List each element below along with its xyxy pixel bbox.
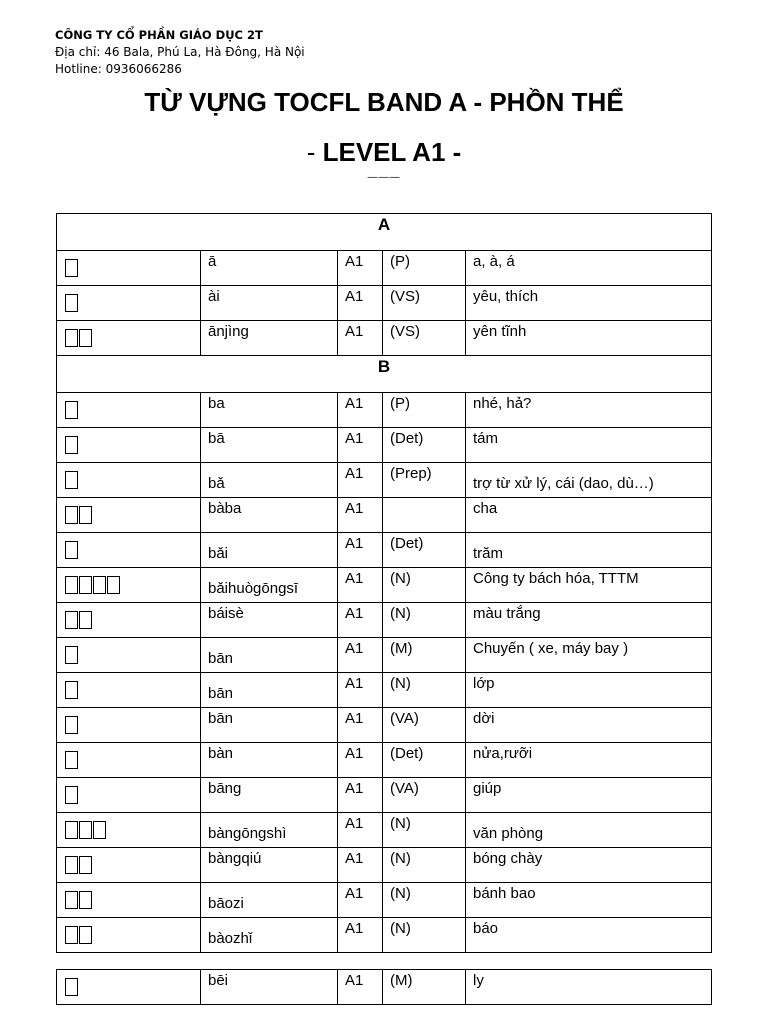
vocab-row	[57, 533, 712, 568]
level-cell	[338, 673, 383, 708]
level-label: LEVEL A1 -	[322, 137, 462, 167]
meaning-cell	[466, 603, 712, 638]
level-cell	[338, 286, 383, 321]
meaning-cell-text: Chuyến ( xe, máy bay )	[473, 640, 629, 657]
meaning-cell	[466, 321, 712, 356]
meaning-cell-text: tám	[473, 430, 499, 447]
missing-glyph-icon	[79, 856, 92, 874]
meaning-cell	[466, 848, 712, 883]
vocab-row	[57, 813, 712, 848]
pos-cell	[383, 848, 466, 883]
level-cell	[338, 918, 383, 953]
pos-cell	[383, 286, 466, 321]
pos-cell-text: (P)	[390, 253, 410, 270]
hanzi-cell	[57, 321, 201, 356]
pinyin-cell-text: bā	[208, 430, 225, 447]
missing-glyph-icon	[65, 926, 78, 944]
level-cell-text: A1	[345, 535, 364, 552]
pos-cell	[383, 463, 466, 498]
level-cell-text: A1	[345, 288, 364, 305]
missing-glyph-icon	[65, 329, 78, 347]
hanzi-cell	[57, 778, 201, 813]
pinyin-cell	[201, 568, 338, 603]
meaning-cell	[466, 568, 712, 603]
pinyin-cell-text: bàngqiú	[208, 850, 262, 867]
vocab-row	[57, 568, 712, 603]
pinyin-cell	[201, 883, 338, 918]
level-dash: -	[306, 137, 316, 167]
pos-cell	[383, 568, 466, 603]
meaning-cell	[466, 813, 712, 848]
hanzi-cell	[57, 463, 201, 498]
missing-glyph-icon	[93, 821, 106, 839]
section-letter: A	[57, 214, 712, 251]
pos-cell-text: (VA)	[390, 780, 419, 797]
pos-cell	[383, 603, 466, 638]
meaning-cell-text: giúp	[473, 780, 502, 797]
pos-cell	[383, 533, 466, 568]
hanzi-cell	[57, 428, 201, 463]
pos-cell-text	[390, 498, 465, 500]
pos-cell-text: (N)	[390, 675, 411, 692]
pos-cell	[383, 778, 466, 813]
pinyin-cell	[201, 638, 338, 673]
level-cell-text: A1	[345, 920, 364, 937]
meaning-cell	[466, 463, 712, 498]
meaning-cell	[466, 286, 712, 321]
meaning-cell	[466, 428, 712, 463]
pos-cell	[383, 428, 466, 463]
pos-cell	[383, 251, 466, 286]
pinyin-cell-text: ài	[208, 288, 220, 305]
pinyin-cell-text: bàba	[208, 500, 242, 517]
pinyin-cell	[201, 813, 338, 848]
missing-glyph-icon	[65, 506, 78, 524]
pos-cell-text: (P)	[390, 395, 410, 412]
level-cell-text: A1	[345, 323, 364, 340]
meaning-cell	[466, 251, 712, 286]
missing-glyph-icon	[65, 751, 78, 769]
pos-cell	[383, 708, 466, 743]
meaning-cell	[466, 638, 712, 673]
meaning-cell-text: báo	[473, 920, 499, 937]
pinyin-cell	[201, 498, 338, 533]
missing-glyph-icon	[65, 611, 78, 629]
pinyin-cell-text: ba	[208, 395, 225, 412]
meaning-cell	[466, 743, 712, 778]
pinyin-cell	[201, 393, 338, 428]
level-cell	[338, 321, 383, 356]
missing-glyph-icon	[79, 926, 92, 944]
vocab-row	[57, 848, 712, 883]
level-cell	[338, 603, 383, 638]
level-cell	[338, 848, 383, 883]
level-cell	[338, 393, 383, 428]
pinyin-cell-text: bān	[208, 710, 234, 727]
missing-glyph-icon	[79, 506, 92, 524]
meaning-cell-text: yên tĩnh	[473, 323, 527, 340]
hanzi-cell	[57, 848, 201, 883]
missing-glyph-icon	[65, 541, 78, 559]
pinyin-cell	[201, 321, 338, 356]
company-address: Địa chỉ: 46 Bala, Phú La, Hà Đông, Hà Nội	[55, 45, 305, 59]
pos-cell-text: (VS)	[390, 288, 420, 305]
pos-cell-text: (Det)	[390, 745, 424, 762]
pinyin-cell-text: bǎihuògōngsī	[208, 580, 299, 597]
level-cell-text: A1	[345, 430, 364, 447]
pos-cell-text: (N)	[390, 850, 411, 867]
hanzi-cell	[57, 393, 201, 428]
hanzi-cell	[57, 638, 201, 673]
level-cell-text: A1	[345, 972, 364, 989]
meaning-cell-text: nửa,rưỡi	[473, 745, 533, 762]
pinyin-cell	[201, 463, 338, 498]
title-divider: ———	[367, 172, 401, 183]
missing-glyph-icon	[65, 716, 78, 734]
vocab-row	[57, 498, 712, 533]
meaning-cell-text: bóng chày	[473, 850, 543, 867]
meaning-cell-text: dời	[473, 710, 495, 727]
meaning-cell-text: trăm	[473, 545, 503, 562]
missing-glyph-icon	[65, 576, 78, 594]
missing-glyph-icon	[79, 329, 92, 347]
hanzi-cell	[57, 743, 201, 778]
pinyin-cell-text: bàn	[208, 745, 234, 762]
pinyin-cell-text: bāozi	[208, 895, 244, 912]
pos-cell-text: (M)	[390, 972, 413, 989]
level-cell-text: A1	[345, 710, 364, 727]
level-cell-text: A1	[345, 675, 364, 692]
pinyin-cell-text: bǎ	[208, 475, 225, 492]
pos-cell	[383, 970, 466, 1005]
vocab-row	[57, 883, 712, 918]
missing-glyph-icon	[107, 576, 120, 594]
hanzi-cell	[57, 970, 201, 1005]
missing-glyph-icon	[65, 436, 78, 454]
missing-glyph-icon	[79, 611, 92, 629]
meaning-cell-text: ly	[473, 972, 484, 989]
missing-glyph-icon	[79, 891, 92, 909]
pinyin-cell-text: ā	[208, 253, 217, 270]
pinyin-cell-text: bān	[208, 650, 234, 667]
level-cell-text: A1	[345, 605, 364, 622]
level-cell-text: A1	[345, 745, 364, 762]
hanzi-cell	[57, 918, 201, 953]
pos-cell-text: (VA)	[390, 710, 419, 727]
pinyin-cell-text: bāng	[208, 780, 242, 797]
hanzi-cell	[57, 813, 201, 848]
missing-glyph-icon	[65, 646, 78, 664]
meaning-cell	[466, 393, 712, 428]
pinyin-cell	[201, 970, 338, 1005]
vocab-row	[57, 463, 712, 498]
pos-cell	[383, 638, 466, 673]
level-cell-text: A1	[345, 815, 364, 832]
vocab-row	[57, 778, 712, 813]
vocabulary-table-continued	[56, 969, 712, 1005]
level-cell	[338, 778, 383, 813]
meaning-cell	[466, 970, 712, 1005]
missing-glyph-icon	[65, 891, 78, 909]
hanzi-cell	[57, 603, 201, 638]
vocab-row	[57, 321, 712, 356]
pinyin-cell	[201, 848, 338, 883]
pos-cell-text: (N)	[390, 570, 411, 587]
pinyin-cell-text: bēi	[208, 972, 229, 989]
pos-cell-text: (Det)	[390, 535, 424, 552]
pinyin-cell	[201, 673, 338, 708]
meaning-cell	[466, 673, 712, 708]
vocab-row	[57, 708, 712, 743]
level-cell-text: A1	[345, 570, 364, 587]
level-cell-text: A1	[345, 395, 364, 412]
hanzi-cell	[57, 708, 201, 743]
meaning-cell	[466, 883, 712, 918]
company-hotline: Hotline: 0936066286	[55, 62, 182, 76]
pos-cell-text: (N)	[390, 815, 411, 832]
level-cell	[338, 498, 383, 533]
pinyin-cell	[201, 708, 338, 743]
hanzi-cell	[57, 568, 201, 603]
level-cell	[338, 638, 383, 673]
level-cell	[338, 428, 383, 463]
vocab-row	[57, 603, 712, 638]
vocab-row	[57, 638, 712, 673]
company-name: CÔNG TY CỔ PHẦN GIÁO DỤC 2T	[55, 28, 263, 42]
meaning-cell-text: lớp	[473, 675, 495, 692]
level-cell	[338, 251, 383, 286]
pos-cell-text: (Prep)	[390, 465, 432, 482]
level-cell-text: A1	[345, 640, 364, 657]
pinyin-cell	[201, 533, 338, 568]
pinyin-cell-text: bān	[208, 685, 234, 702]
vocab-row	[57, 393, 712, 428]
pos-cell	[383, 813, 466, 848]
company-header	[55, 27, 305, 78]
pos-cell-text: (M)	[390, 640, 413, 657]
pinyin-cell	[201, 286, 338, 321]
pos-cell-text: (Det)	[390, 430, 424, 447]
missing-glyph-icon	[65, 786, 78, 804]
level-cell	[338, 883, 383, 918]
missing-glyph-icon	[65, 401, 78, 419]
meaning-cell	[466, 498, 712, 533]
meaning-cell	[466, 778, 712, 813]
pinyin-cell	[201, 743, 338, 778]
pos-cell-text: (N)	[390, 920, 411, 937]
pinyin-cell-text: báisè	[208, 605, 244, 622]
pinyin-cell-text: ānjìng	[208, 323, 249, 340]
vocab-row	[57, 743, 712, 778]
pinyin-cell	[201, 603, 338, 638]
meaning-cell-text: màu trắng	[473, 605, 541, 622]
hanzi-cell	[57, 533, 201, 568]
meaning-cell-text: văn phòng	[473, 825, 544, 842]
level-cell	[338, 568, 383, 603]
level-cell	[338, 743, 383, 778]
pos-cell-text: (VS)	[390, 323, 420, 340]
level-cell-text: A1	[345, 850, 364, 867]
missing-glyph-icon	[79, 821, 92, 839]
vocabulary-table	[56, 213, 712, 953]
pos-cell	[383, 743, 466, 778]
pinyin-cell	[201, 918, 338, 953]
meaning-cell	[466, 918, 712, 953]
vocab-row	[57, 286, 712, 321]
meaning-cell-text: Công ty bách hóa, TTTM	[473, 570, 639, 587]
level-cell-text: A1	[345, 500, 364, 517]
missing-glyph-icon	[65, 294, 78, 312]
missing-glyph-icon	[93, 576, 106, 594]
pinyin-cell-text: bàozhǐ	[208, 930, 253, 947]
pos-cell-text: (N)	[390, 885, 411, 902]
vocab-row	[57, 918, 712, 953]
pinyin-cell	[201, 778, 338, 813]
pos-cell	[383, 883, 466, 918]
hanzi-cell	[57, 498, 201, 533]
pinyin-cell	[201, 428, 338, 463]
vocab-row	[57, 251, 712, 286]
pos-cell	[383, 321, 466, 356]
level-cell-text: A1	[345, 253, 364, 270]
level-cell	[338, 533, 383, 568]
missing-glyph-icon	[65, 259, 78, 277]
pos-cell-text: (N)	[390, 605, 411, 622]
meaning-cell-text: a, à, á	[473, 253, 515, 270]
missing-glyph-icon	[65, 471, 78, 489]
pinyin-cell	[201, 251, 338, 286]
section-header-row	[57, 214, 712, 251]
meaning-cell-text: bánh bao	[473, 885, 536, 902]
meaning-cell	[466, 533, 712, 568]
vocab-row	[57, 673, 712, 708]
missing-glyph-icon	[65, 821, 78, 839]
missing-glyph-icon	[65, 978, 78, 996]
pos-cell	[383, 498, 466, 533]
meaning-cell-text: nhé, hả?	[473, 395, 532, 412]
section-header-row	[57, 356, 712, 393]
hanzi-cell	[57, 673, 201, 708]
meaning-cell-text: trợ từ xử lý, cái (dao, dù…)	[473, 475, 654, 492]
level-cell-text: A1	[345, 465, 364, 482]
level-cell-text: A1	[345, 780, 364, 797]
level-heading	[0, 136, 768, 168]
hanzi-cell	[57, 286, 201, 321]
missing-glyph-icon	[65, 856, 78, 874]
level-cell-text: A1	[345, 885, 364, 902]
meaning-cell-text: cha	[473, 500, 498, 517]
missing-glyph-icon	[79, 576, 92, 594]
level-cell	[338, 813, 383, 848]
level-cell	[338, 970, 383, 1005]
level-cell	[338, 708, 383, 743]
meaning-cell-text: yêu, thích	[473, 288, 539, 305]
missing-glyph-icon	[65, 681, 78, 699]
section-letter: B	[57, 356, 712, 393]
hanzi-cell	[57, 883, 201, 918]
pinyin-cell-text: bǎi	[208, 545, 229, 562]
vocab-row	[57, 970, 712, 1005]
level-cell	[338, 463, 383, 498]
meaning-cell	[466, 708, 712, 743]
document-title: TỪ VỰNG TOCFL BAND A - PHỒN THỂ	[144, 87, 624, 117]
pos-cell	[383, 673, 466, 708]
vocab-row	[57, 428, 712, 463]
hanzi-cell	[57, 251, 201, 286]
pos-cell	[383, 918, 466, 953]
pinyin-cell-text: bàngōngshì	[208, 825, 287, 842]
pos-cell	[383, 393, 466, 428]
